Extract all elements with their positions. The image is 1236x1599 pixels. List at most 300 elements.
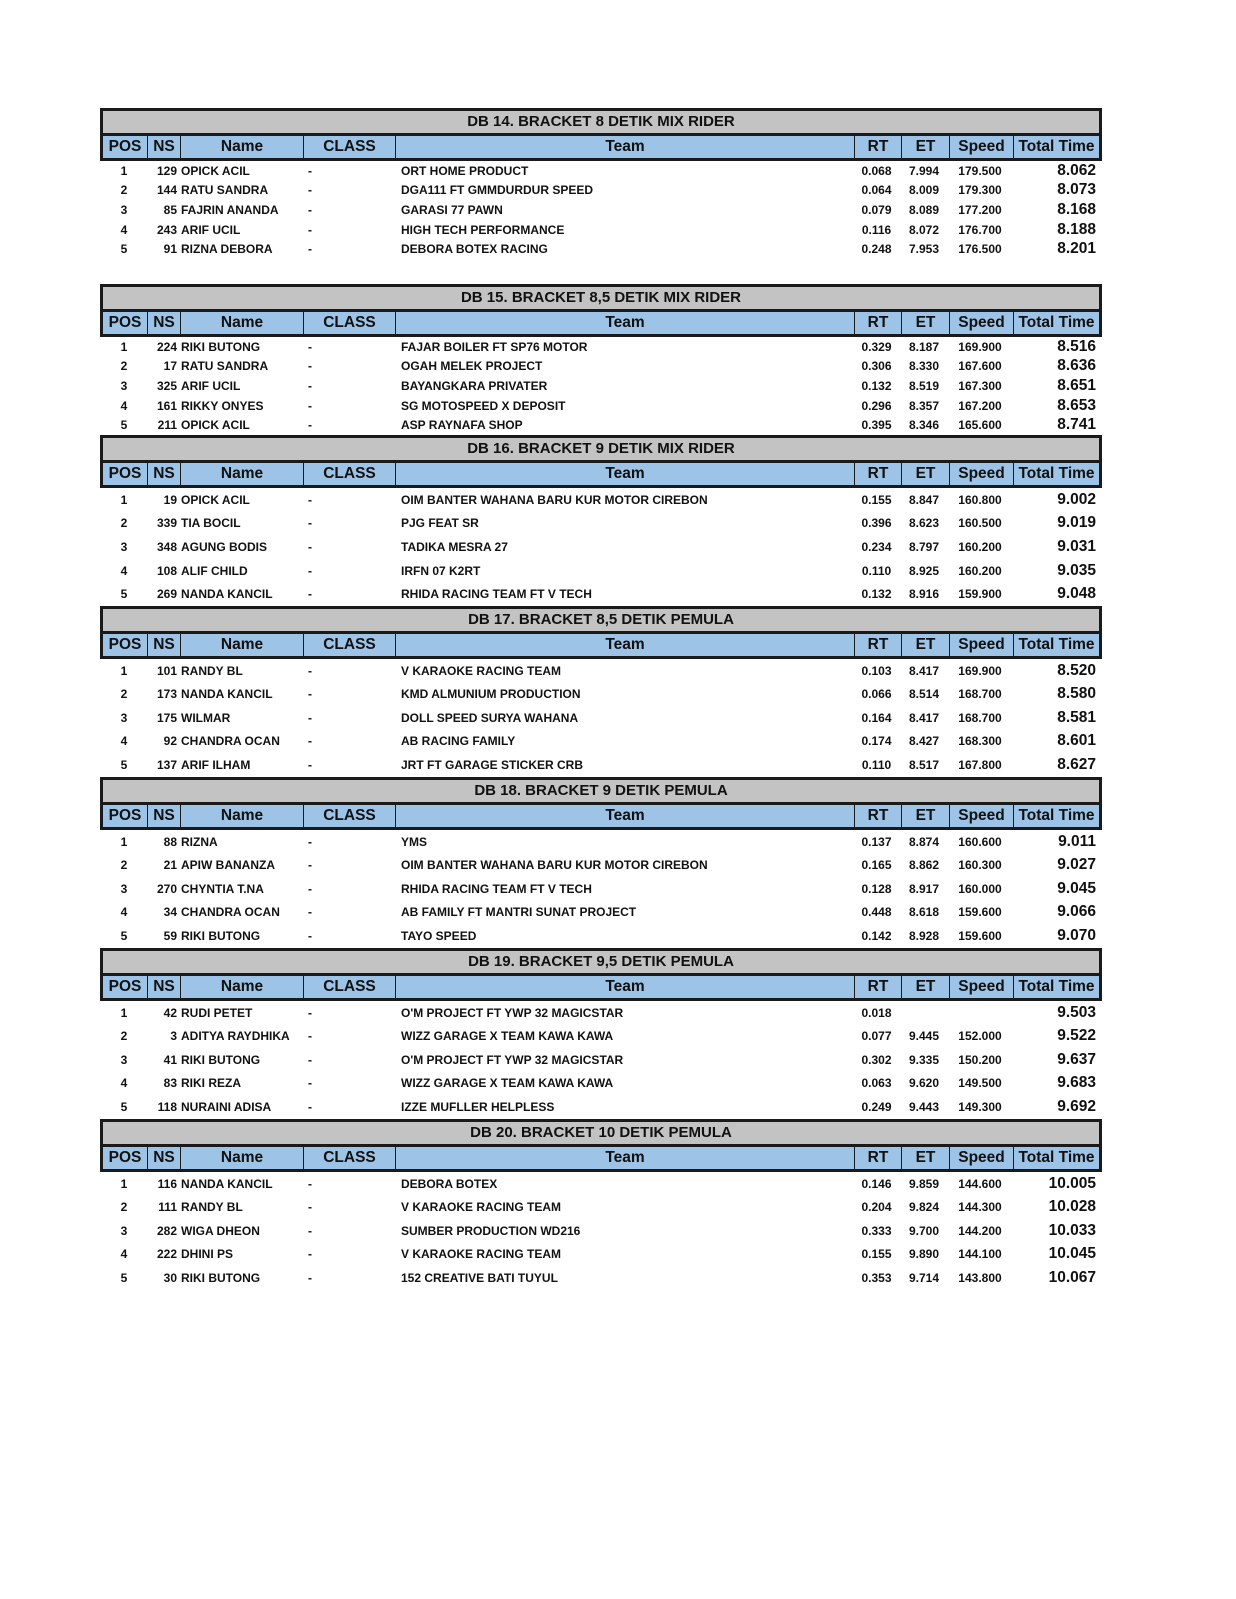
col-header-total-time: Total Time	[1018, 313, 1095, 331]
cell-speed: 160.300	[958, 858, 1002, 873]
cell-ns: 269	[156, 587, 177, 602]
cell-pos: 2	[120, 359, 128, 374]
cell-ns: 17	[163, 359, 177, 374]
cell-rider-name: NANDA KANCIL	[181, 1176, 273, 1191]
cell-speed: 144.100	[958, 1247, 1002, 1262]
table-row	[100, 535, 1102, 559]
cell-et: 8.623	[908, 516, 940, 531]
cell-et: 8.417	[908, 710, 940, 725]
cell-et: 8.417	[908, 663, 940, 678]
cell-rt: 0.302	[861, 1052, 892, 1067]
cell-rt: 0.306	[861, 359, 892, 374]
cell-rt: 0.103	[861, 663, 892, 678]
cell-rt: 0.079	[861, 202, 892, 217]
cell-class: -	[308, 710, 312, 725]
cell-total-time: 9.503	[1057, 1003, 1096, 1021]
cell-pos: 5	[120, 929, 128, 944]
cell-team: HIGH TECH PERFORMANCE	[401, 222, 565, 237]
col-header-total-time: Total Time	[1018, 464, 1095, 482]
cell-total-time: 9.031	[1057, 537, 1096, 555]
column-header-row	[100, 1146, 1102, 1172]
cell-rider-name: RATU SANDRA	[181, 359, 269, 374]
cell-speed: 167.800	[958, 758, 1002, 773]
col-header-total-time: Total Time	[1018, 977, 1095, 995]
cell-rider-name: DHINI PS	[181, 1247, 234, 1262]
table-row	[100, 1048, 1102, 1072]
table-row	[100, 337, 1102, 357]
cell-class: -	[308, 834, 312, 849]
cell-pos: 4	[120, 398, 128, 413]
cell-pos: 2	[120, 183, 128, 198]
cell-et: 8.519	[908, 378, 940, 393]
cell-rider-name: ADITYA RAYDHIKA	[181, 1029, 290, 1044]
cell-team: IZZE MUFLLER HELPLESS	[401, 1100, 555, 1115]
table-row	[100, 582, 1102, 606]
cell-team: OIM BANTER WAHANA BARU KUR MOTOR CIREBON	[401, 492, 708, 507]
table-row	[100, 683, 1102, 707]
cell-rider-name: ARIF ILHAM	[181, 758, 251, 773]
cell-rider-name: AGUNG BODIS	[181, 539, 268, 554]
cell-et: 8.925	[908, 563, 940, 578]
col-header-team: Team	[396, 805, 855, 827]
col-header-name: Name	[181, 136, 304, 158]
section-rows	[100, 161, 1102, 259]
table-row	[100, 181, 1102, 201]
cell-total-time: 8.168	[1057, 200, 1096, 218]
table-row	[100, 659, 1102, 683]
cell-total-time: 8.636	[1057, 357, 1096, 375]
cell-team: AB FAMILY FT MANTRI SUNAT PROJECT	[401, 905, 637, 920]
table-row	[100, 830, 1102, 854]
cell-total-time: 8.073	[1057, 181, 1096, 199]
col-header-total-time: Total Time	[1018, 635, 1095, 653]
cell-team: FAJAR BOILER FT SP76 MOTOR	[401, 339, 588, 354]
cell-total-time: 9.066	[1057, 903, 1096, 921]
results-section	[100, 1119, 1102, 1290]
cell-team: WIZZ GARAGE X TEAM KAWA KAWA	[401, 1076, 614, 1091]
cell-pos: 4	[120, 734, 128, 749]
section-rows	[100, 1172, 1102, 1290]
cell-class: -	[308, 1247, 312, 1262]
cell-class: -	[308, 378, 312, 393]
cell-speed: 160.200	[958, 563, 1002, 578]
cell-total-time: 8.188	[1057, 220, 1096, 238]
cell-rt: 0.063	[861, 1076, 892, 1091]
cell-ns: 339	[156, 516, 177, 531]
col-header-et: ET	[902, 634, 950, 656]
cell-ns: 21	[163, 858, 177, 873]
cell-class: -	[308, 539, 312, 554]
cell-rt: 0.164	[861, 710, 892, 725]
cell-rider-name: RANDY BL	[181, 1200, 243, 1215]
cell-rt: 0.395	[861, 418, 892, 433]
results-section	[100, 948, 1102, 1119]
cell-total-time: 9.522	[1057, 1027, 1096, 1045]
table-row	[100, 1219, 1102, 1243]
col-header-pos: POS	[103, 312, 148, 334]
cell-rt: 0.353	[861, 1270, 892, 1285]
cell-rt: 0.142	[861, 929, 892, 944]
cell-et: 9.700	[908, 1223, 940, 1238]
cell-rider-name: ALIF CHILD	[181, 563, 248, 578]
section-spacer	[100, 259, 1102, 284]
cell-rt: 0.234	[861, 539, 892, 554]
column-header-row	[100, 975, 1102, 1001]
section-title: DB 20. BRACKET 10 DETIK PEMULA	[100, 1119, 1102, 1146]
col-header-speed: Speed	[950, 136, 1014, 158]
col-header-et: ET	[902, 136, 950, 158]
cell-team: IRFN 07 K2RT	[401, 563, 481, 578]
cell-rider-name: ARIF UCIL	[181, 222, 241, 237]
cell-speed: 159.900	[958, 587, 1002, 602]
cell-ns: 19	[163, 492, 177, 507]
cell-total-time: 8.580	[1057, 685, 1096, 703]
col-header-class: CLASS	[304, 312, 396, 334]
cell-total-time: 9.019	[1057, 514, 1096, 532]
cell-team: V KARAOKE RACING TEAM	[401, 1200, 562, 1215]
table-row	[100, 357, 1102, 377]
cell-rider-name: ARIF UCIL	[181, 378, 241, 393]
cell-speed: 144.300	[958, 1200, 1002, 1215]
cell-et: 8.346	[908, 418, 940, 433]
cell-speed: 160.000	[958, 881, 1002, 896]
cell-pos: 3	[120, 1223, 128, 1238]
cell-et: 9.445	[908, 1029, 940, 1044]
cell-rt: 0.068	[861, 163, 892, 178]
cell-ns: 161	[156, 398, 177, 413]
cell-class: -	[308, 905, 312, 920]
cell-rt: 0.248	[861, 242, 892, 257]
cell-class: -	[308, 398, 312, 413]
cell-total-time: 8.627	[1057, 756, 1096, 774]
cell-class: -	[308, 881, 312, 896]
col-header-rt: RT	[855, 805, 902, 827]
column-header-row	[100, 633, 1102, 659]
cell-team: ASP RAYNAFA SHOP	[401, 418, 523, 433]
cell-speed: 159.600	[958, 929, 1002, 944]
col-header-ns: NS	[148, 976, 181, 998]
column-header-row	[100, 135, 1102, 161]
cell-et: 8.514	[908, 687, 940, 702]
cell-rider-name: WIGA DHEON	[181, 1223, 260, 1238]
cell-pos: 4	[120, 1247, 128, 1262]
cell-class: -	[308, 183, 312, 198]
cell-total-time: 9.011	[1058, 832, 1096, 850]
cell-pos: 4	[120, 563, 128, 578]
cell-rider-name: NANDA KANCIL	[181, 687, 273, 702]
cell-pos: 3	[120, 1052, 128, 1067]
cell-ns: 108	[156, 563, 177, 578]
cell-class: -	[308, 563, 312, 578]
cell-total-time: 9.045	[1057, 879, 1096, 897]
cell-class: -	[308, 1223, 312, 1238]
table-row	[100, 853, 1102, 877]
cell-team: SUMBER PRODUCTION WD216	[401, 1223, 581, 1238]
cell-team: GARASI 77 PAWN	[401, 202, 503, 217]
cell-total-time: 8.581	[1057, 708, 1096, 726]
cell-ns: 88	[163, 834, 177, 849]
cell-team: AB RACING FAMILY	[401, 734, 516, 749]
cell-ns: 91	[163, 242, 177, 257]
cell-team: V KARAOKE RACING TEAM	[401, 1247, 562, 1262]
cell-rt: 0.249	[861, 1100, 892, 1115]
cell-total-time: 8.601	[1057, 732, 1096, 750]
cell-rt: 0.137	[861, 834, 892, 849]
cell-class: -	[308, 1052, 312, 1067]
cell-rider-name: FAJRIN ANANDA	[181, 202, 279, 217]
cell-total-time: 10.028	[1048, 1198, 1096, 1216]
cell-ns: 118	[157, 1100, 177, 1115]
cell-rt: 0.146	[861, 1176, 892, 1191]
col-header-ns: NS	[148, 136, 181, 158]
cell-et: 7.994	[908, 163, 940, 178]
cell-speed: 169.900	[958, 339, 1002, 354]
cell-et: 8.517	[908, 758, 940, 773]
cell-ns: 101	[156, 663, 177, 678]
table-row	[100, 924, 1102, 948]
table-row	[100, 753, 1102, 777]
cell-pos: 3	[120, 202, 128, 217]
table-row	[100, 512, 1102, 536]
cell-ns: 175	[156, 710, 177, 725]
cell-pos: 2	[120, 516, 128, 531]
cell-pos: 3	[120, 539, 128, 554]
cell-rider-name: WILMAR	[181, 710, 231, 725]
cell-speed: 167.200	[958, 398, 1002, 413]
results-sheet	[100, 108, 1102, 1290]
cell-rt: 0.155	[861, 492, 892, 507]
cell-rider-name: RIKKY ONYES	[181, 398, 264, 413]
cell-total-time: 8.653	[1057, 396, 1096, 414]
cell-class: -	[308, 516, 312, 531]
cell-et: 9.443	[908, 1100, 940, 1115]
table-row	[100, 239, 1102, 259]
cell-speed: 144.200	[958, 1223, 1002, 1238]
cell-et: 8.009	[908, 183, 940, 198]
col-header-team: Team	[396, 634, 855, 656]
cell-pos: 5	[120, 418, 128, 433]
cell-rider-name: NURAINI ADISA	[181, 1100, 272, 1115]
cell-pos: 3	[120, 710, 128, 725]
cell-speed: 165.600	[958, 418, 1002, 433]
cell-speed: 179.500	[958, 163, 1002, 178]
cell-pos: 5	[120, 587, 128, 602]
results-section	[100, 108, 1102, 259]
table-row	[100, 415, 1102, 435]
cell-team: 152 CREATIVE BATI TUYUL	[401, 1270, 558, 1285]
cell-class: -	[308, 492, 312, 507]
col-header-speed: Speed	[950, 805, 1014, 827]
table-row	[100, 730, 1102, 754]
cell-class: -	[308, 1076, 312, 1091]
cell-speed: 176.500	[958, 242, 1002, 257]
cell-speed: 176.700	[958, 222, 1002, 237]
cell-class: -	[308, 1270, 312, 1285]
cell-rider-name: RIKI BUTONG	[181, 339, 261, 354]
section-rows	[100, 488, 1102, 606]
col-header-speed: Speed	[950, 634, 1014, 656]
cell-ns: 348	[156, 539, 177, 554]
cell-rt: 0.077	[861, 1029, 892, 1044]
cell-speed: 168.700	[958, 710, 1002, 725]
col-header-name: Name	[181, 976, 304, 998]
cell-ns: 325	[156, 378, 177, 393]
cell-team: V KARAOKE RACING TEAM	[401, 663, 562, 678]
cell-ns: 41	[163, 1052, 177, 1067]
col-header-name: Name	[181, 634, 304, 656]
col-header-team: Team	[396, 463, 855, 485]
cell-ns: 144	[156, 183, 177, 198]
col-header-rt: RT	[855, 1147, 902, 1169]
cell-speed: 177.200	[958, 202, 1002, 217]
cell-speed: 160.600	[958, 834, 1002, 849]
cell-class: -	[308, 1100, 312, 1115]
cell-pos: 2	[120, 1029, 128, 1044]
cell-speed: 144.600	[958, 1176, 1002, 1191]
col-header-total-time: Total Time	[1018, 806, 1095, 824]
table-row	[100, 1195, 1102, 1219]
cell-ns: 270	[156, 881, 177, 896]
table-row	[100, 200, 1102, 220]
col-header-et: ET	[902, 1147, 950, 1169]
col-header-team: Team	[396, 312, 855, 334]
cell-ns: 42	[163, 1005, 177, 1020]
cell-et: 8.072	[908, 222, 940, 237]
col-header-ns: NS	[148, 1147, 181, 1169]
col-header-team: Team	[396, 976, 855, 998]
table-row	[100, 901, 1102, 925]
cell-ns: 224	[156, 339, 177, 354]
cell-total-time: 8.062	[1057, 161, 1096, 179]
col-header-class: CLASS	[304, 463, 396, 485]
cell-ns: 83	[163, 1076, 177, 1091]
cell-class: -	[308, 734, 312, 749]
col-header-class: CLASS	[304, 136, 396, 158]
cell-speed: 149.300	[958, 1100, 1002, 1115]
cell-ns: 59	[163, 929, 177, 944]
column-header-row	[100, 804, 1102, 830]
cell-pos: 4	[120, 905, 128, 920]
cell-class: -	[308, 1005, 312, 1020]
cell-team: PJG FEAT SR	[401, 516, 479, 531]
cell-class: -	[308, 858, 312, 873]
cell-speed: 168.700	[958, 687, 1002, 702]
cell-pos: 3	[120, 378, 128, 393]
cell-total-time: 8.201	[1057, 240, 1096, 258]
cell-rider-name: NANDA KANCIL	[181, 587, 273, 602]
cell-pos: 1	[120, 663, 128, 678]
cell-class: -	[308, 687, 312, 702]
cell-team: TAYO SPEED	[401, 929, 477, 944]
col-header-speed: Speed	[950, 976, 1014, 998]
cell-et: 9.890	[908, 1247, 940, 1262]
cell-pos: 3	[120, 881, 128, 896]
col-header-et: ET	[902, 805, 950, 827]
cell-rt: 0.132	[861, 587, 892, 602]
cell-et: 8.917	[908, 881, 940, 896]
cell-rt: 0.116	[861, 222, 892, 237]
col-header-rt: RT	[855, 634, 902, 656]
cell-et: 8.874	[908, 834, 940, 849]
column-header-row	[100, 311, 1102, 337]
col-header-et: ET	[902, 463, 950, 485]
cell-ns: 3	[170, 1029, 177, 1044]
cell-et: 9.859	[908, 1176, 940, 1191]
cell-pos: 1	[120, 163, 128, 178]
cell-team: WIZZ GARAGE X TEAM KAWA KAWA	[401, 1029, 614, 1044]
cell-class: -	[308, 359, 312, 374]
cell-rider-name: TIA BOCIL	[181, 516, 241, 531]
cell-rt: 0.396	[861, 516, 892, 531]
col-header-speed: Speed	[950, 312, 1014, 334]
col-header-name: Name	[181, 312, 304, 334]
section-title: DB 19. BRACKET 9,5 DETIK PEMULA	[100, 948, 1102, 975]
cell-rt: 0.329	[861, 339, 892, 354]
cell-et: 8.618	[908, 905, 940, 920]
cell-class: -	[308, 587, 312, 602]
cell-team: DOLL SPEED SURYA WAHANA	[401, 710, 579, 725]
col-header-total-time: Total Time	[1018, 1148, 1095, 1166]
section-title: DB 14. BRACKET 8 DETIK MIX RIDER	[100, 108, 1102, 135]
cell-et: 9.335	[908, 1052, 940, 1067]
section-title: DB 16. BRACKET 9 DETIK MIX RIDER	[100, 435, 1102, 462]
col-header-speed: Speed	[950, 463, 1014, 485]
cell-rt: 0.110	[861, 563, 892, 578]
cell-et: 8.916	[908, 587, 940, 602]
col-header-team: Team	[396, 1147, 855, 1169]
col-header-class: CLASS	[304, 1147, 396, 1169]
cell-team: BAYANGKARA PRIVATER	[401, 378, 548, 393]
cell-pos: 2	[120, 687, 128, 702]
table-row	[100, 1001, 1102, 1025]
results-section	[100, 284, 1102, 435]
cell-rider-name: RIZNA	[181, 834, 218, 849]
col-header-et: ET	[902, 976, 950, 998]
col-header-ns: NS	[148, 805, 181, 827]
cell-ns: 129	[156, 163, 177, 178]
cell-ns: 173	[156, 687, 177, 702]
cell-team: O'M PROJECT FT YWP 32 MAGICSTAR	[401, 1005, 624, 1020]
cell-team: RHIDA RACING TEAM FT V TECH	[401, 587, 592, 602]
cell-team: O'M PROJECT FT YWP 32 MAGICSTAR	[401, 1052, 624, 1067]
table-row	[100, 1072, 1102, 1096]
cell-total-time: 8.741	[1057, 416, 1096, 434]
cell-total-time: 8.651	[1057, 376, 1096, 394]
cell-team: RHIDA RACING TEAM FT V TECH	[401, 881, 592, 896]
cell-rt: 0.132	[861, 378, 892, 393]
cell-total-time: 9.637	[1057, 1050, 1096, 1068]
cell-total-time: 10.005	[1048, 1174, 1096, 1192]
cell-ns: 116	[157, 1176, 177, 1191]
cell-team: YMS	[401, 834, 428, 849]
table-row	[100, 161, 1102, 181]
cell-team: OIM BANTER WAHANA BARU KUR MOTOR CIREBON	[401, 858, 708, 873]
col-header-name: Name	[181, 805, 304, 827]
cell-rider-name: OPICK ACIL	[181, 492, 250, 507]
cell-et: 7.953	[908, 242, 940, 257]
cell-ns: 222	[156, 1247, 177, 1262]
cell-et: 9.714	[908, 1270, 940, 1285]
cell-et: 9.824	[908, 1200, 940, 1215]
cell-class: -	[308, 163, 312, 178]
cell-rider-name: RIKI REZA	[181, 1076, 241, 1091]
cell-team: TADIKA MESRA 27	[401, 539, 508, 554]
cell-ns: 85	[163, 202, 177, 217]
cell-class: -	[308, 929, 312, 944]
cell-speed: 167.300	[958, 378, 1002, 393]
cell-ns: 243	[156, 222, 177, 237]
cell-pos: 1	[120, 834, 128, 849]
